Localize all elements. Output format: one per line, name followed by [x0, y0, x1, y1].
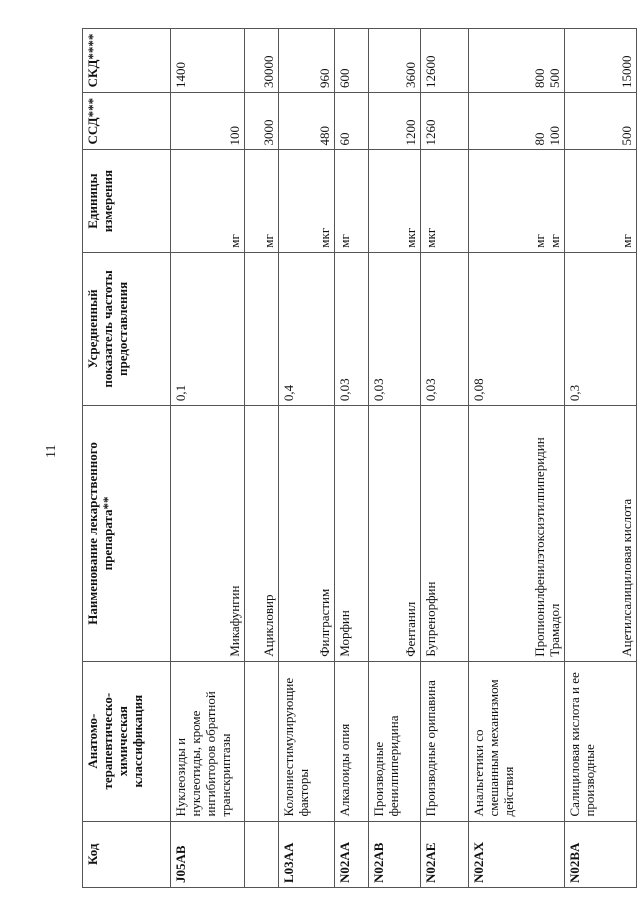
header-ssd: ССД*** [83, 92, 171, 150]
row-unit: мкг [421, 150, 469, 252]
table-row [369, 29, 421, 888]
row-freq: 0,08 [469, 252, 565, 405]
row-skd-1: 800 [532, 68, 547, 88]
row-drug-1: Пропионилфенилэтоксиэтилпиперидин [532, 437, 547, 657]
row-skd: 600 [335, 29, 369, 93]
row-unit [469, 150, 565, 252]
row-ssd-1: 80 [532, 132, 547, 146]
row-unit: мкг [369, 150, 421, 252]
row-ssd: 1260 [421, 92, 469, 150]
table-row [279, 29, 335, 888]
row-freq: 0,03 [421, 252, 469, 405]
row-code: L03AA [279, 821, 335, 887]
table-row [171, 29, 245, 888]
row-code: J05AB [171, 821, 245, 887]
row-code: N02AX [469, 821, 565, 887]
table-row [421, 29, 469, 888]
row-skd: 1400 [171, 29, 245, 93]
row-code [245, 821, 279, 887]
header-row [83, 29, 171, 888]
row-unit: мг [245, 150, 279, 252]
header-skd: СКД**** [83, 29, 171, 93]
row-atc: Колониестимулирующие факторы [279, 661, 335, 821]
row-freq [245, 252, 279, 405]
row-code: N02AB [369, 821, 421, 887]
row-skd: 15000 [565, 29, 637, 93]
row-code: N02AA [335, 821, 369, 887]
row-drug: Морфин [335, 406, 369, 662]
row-drug: Ацикловир [245, 406, 279, 662]
row-atc: Производные орипавина [421, 661, 469, 821]
row-drug-2: Трамадол [547, 603, 562, 657]
row-atc: Производные фенилпиперидина [369, 661, 421, 821]
row-ssd: 1200 [369, 92, 421, 150]
row-drug: Филграстим [279, 406, 335, 662]
header-code: Код [83, 821, 171, 887]
table-row [469, 29, 565, 888]
row-skd-2: 500 [547, 68, 562, 88]
row-drug: Ацетилсалициловая кислота [565, 406, 637, 662]
header-drug: Наименование лекарственного препарата** [83, 406, 171, 662]
table-row [335, 29, 369, 888]
row-freq: 0,03 [335, 252, 369, 405]
header-freq: Усредненный показатель частоты предоставления [83, 252, 171, 405]
row-unit-2: мг [547, 234, 562, 248]
drug-table [82, 28, 637, 888]
row-ssd: 100 [171, 92, 245, 150]
row-atc [245, 661, 279, 821]
row-freq: 0,3 [565, 252, 637, 405]
row-ssd [469, 92, 565, 150]
row-atc: Алкалоиды опия [335, 661, 369, 821]
row-unit: мг [565, 150, 637, 252]
header-unit: Единицы измерения [83, 150, 171, 252]
row-unit-1: мг [532, 234, 547, 248]
row-code: N02AE [421, 821, 469, 887]
row-unit: мг [335, 150, 369, 252]
table-row [565, 29, 637, 888]
row-drug: Бупренорфин [421, 406, 469, 662]
row-unit: мг [171, 150, 245, 252]
row-drug: Фентанил [369, 406, 421, 662]
row-skd: 12600 [421, 29, 469, 93]
row-unit: мкг [279, 150, 335, 252]
row-skd: 960 [279, 29, 335, 93]
row-atc: Нуклеозиды и нуклеотиды, кроме ингибиторов обратной транскриптазы [171, 661, 245, 821]
row-freq: 0,1 [171, 252, 245, 405]
row-skd: 30000 [245, 29, 279, 93]
row-skd [469, 29, 565, 93]
page-number: 11 [44, 444, 59, 458]
row-drug [469, 406, 565, 662]
rotated-table-container [82, 28, 637, 888]
row-ssd-2: 100 [547, 125, 562, 146]
header-atc: Анатомо-терапевтическо-химическая классификация [83, 661, 171, 821]
row-atc: Анальгетики со смешанным механизмом действия [469, 661, 565, 821]
row-code: N02BA [565, 821, 637, 887]
row-ssd: 480 [279, 92, 335, 150]
row-ssd: 3000 [245, 92, 279, 150]
row-drug: Микафунгин [171, 406, 245, 662]
table-row [245, 29, 279, 888]
row-freq: 0,03 [369, 252, 421, 405]
row-ssd: 60 [335, 92, 369, 150]
row-skd: 3600 [369, 29, 421, 93]
row-atc: Салициловая кислота и ее производные [565, 661, 637, 821]
row-ssd: 500 [565, 92, 637, 150]
row-freq: 0,4 [279, 252, 335, 405]
